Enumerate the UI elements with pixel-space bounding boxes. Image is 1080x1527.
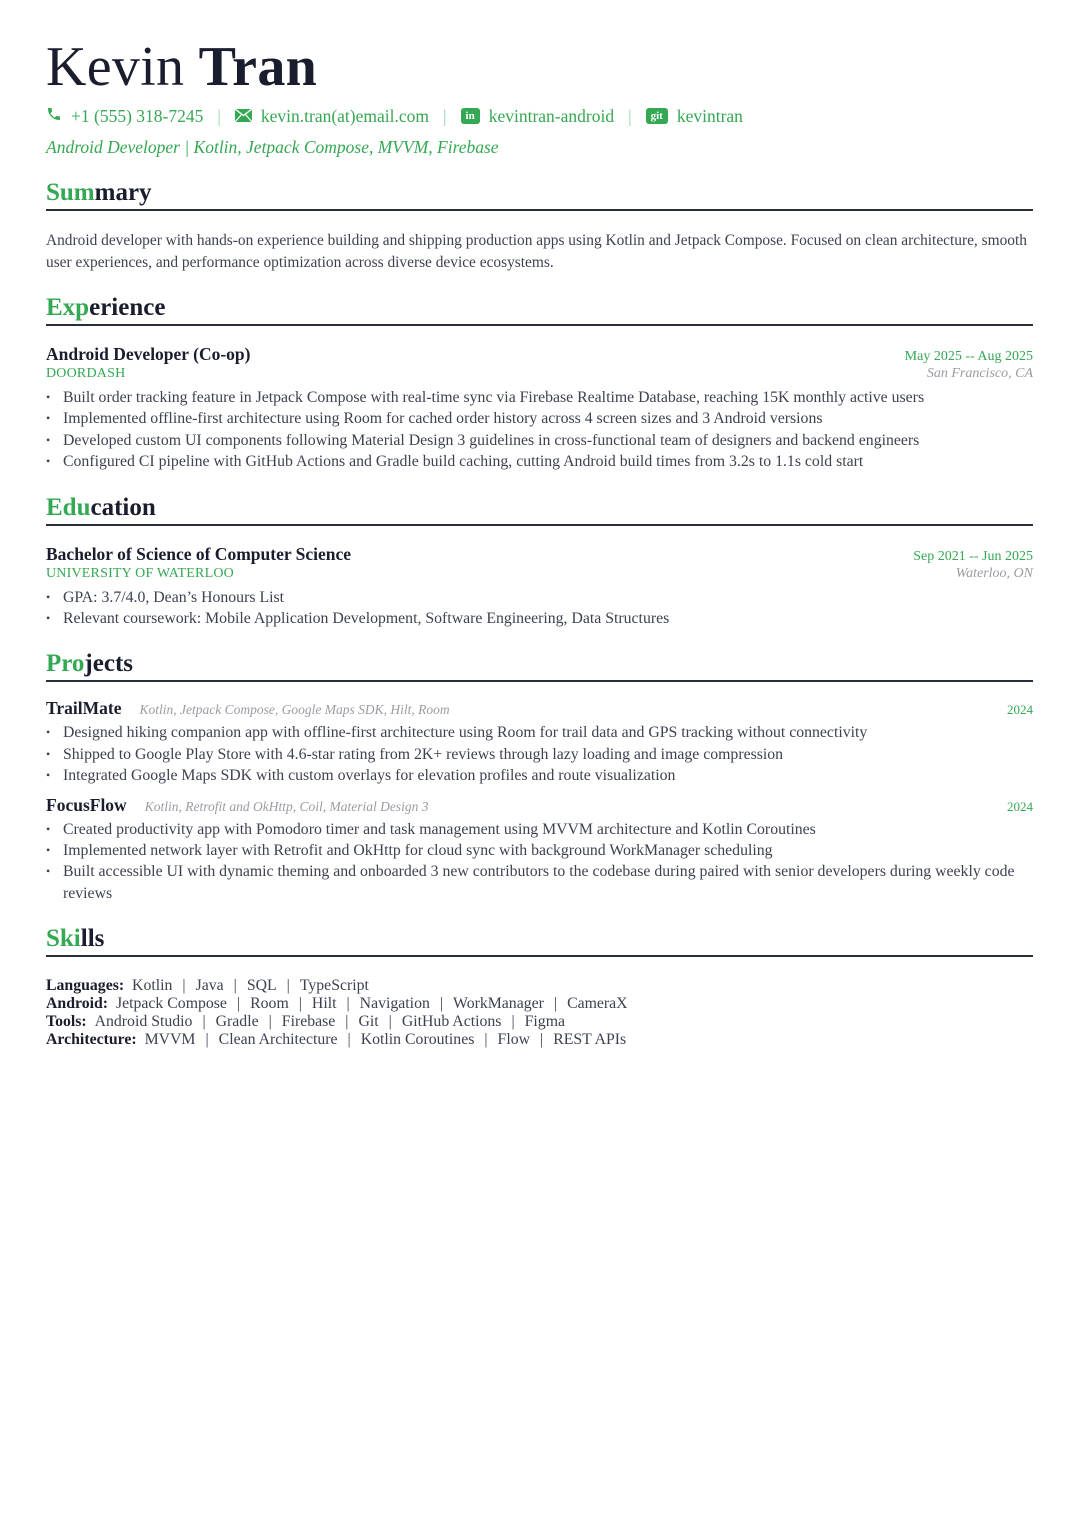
phone-number: +1 (555) 318-7245	[71, 105, 204, 126]
skill-item: Git	[358, 1013, 379, 1031]
job-title: Android Developer (Co-op)	[46, 344, 251, 364]
summary-section	[46, 178, 1036, 273]
bullet-list	[46, 587, 1033, 630]
contact-phone[interactable]	[46, 106, 203, 127]
separator: |	[553, 995, 558, 1013]
education-entry	[46, 544, 1033, 630]
resume-page	[46, 36, 1036, 1049]
school-name: UNIVERSITY OF WATERLOO	[46, 565, 234, 581]
bullet-item: • Developed custom UI components following Material Design 3 guidelines in cross-functional team of designers and backend engineers	[46, 430, 1033, 451]
skill-item: Navigation	[359, 995, 430, 1013]
separator: |	[388, 1013, 392, 1031]
skill-item: Java	[195, 977, 224, 995]
project-date: 2024	[1007, 798, 1033, 814]
bullet-item: • Implemented network layer with Retrofit and OkHttp for cloud sync with background WorkManager scheduling	[46, 840, 1033, 861]
bullet-item: • Designed hiking companion app with offline-first architecture using Room for trail data and GPS tracking without connectivity	[46, 722, 1033, 743]
skill-category-label: Android:	[46, 995, 109, 1013]
candidate-name	[46, 36, 1036, 98]
bullet-list	[46, 722, 1033, 786]
bullet-item: • Implemented offline-first architecture using Room for cached order history across 4 screen sizes and 3 Android versions	[46, 408, 1033, 429]
education-section	[46, 493, 1036, 630]
education-dates: Sep 2021 -- Jun 2025	[913, 548, 1033, 564]
envelope-icon	[235, 106, 252, 127]
linkedin-icon: in	[461, 108, 480, 124]
skill-item: Hilt	[311, 995, 337, 1013]
separator: |	[484, 1031, 488, 1049]
skill-item: Gradle	[215, 1013, 259, 1031]
skill-category-label: Languages:	[46, 977, 125, 995]
project-entry	[46, 795, 1033, 905]
bullet-item: • Built accessible UI with dynamic theming and onboarded 3 new contributors to the codebase during paired with senior developers during weekly code reviews	[46, 861, 1033, 904]
skill-row	[46, 995, 1036, 1013]
separator: |	[439, 995, 444, 1013]
skill-item: MVVM	[144, 1031, 196, 1049]
project-tech-stack: Kotlin, Retrofit and OkHttp, Coil, Material Design 3	[144, 798, 429, 814]
separator: |	[286, 977, 290, 995]
phone-icon	[46, 106, 62, 127]
skill-category-label: Architecture:	[46, 1031, 137, 1049]
job-location: San Francisco, CA	[926, 366, 1033, 381]
skill-item: Kotlin	[132, 977, 173, 995]
section-title: Projects	[46, 649, 1033, 682]
skill-item: Clean Architecture	[218, 1031, 338, 1049]
summary-text: Android developer with hands-on experience building and shipping production apps using Kotlin and Jetpack Compose. Focused on clean architecture, smooth user experiences, and performance optimization across diverse device ecosystems.	[46, 232, 1027, 271]
bullet-item: • Relevant coursework: Mobile Application Development, Software Engineering, Data Structures	[46, 608, 1033, 629]
bullet-item: • Integrated Google Maps SDK with custom overlays for elevation profiles and route visualization	[46, 765, 1033, 786]
projects-section	[46, 649, 1036, 904]
section-title: Skills	[46, 924, 1033, 957]
separator: |	[182, 977, 186, 995]
skill-item: SQL	[246, 977, 277, 995]
first-name: Kevin	[46, 36, 185, 98]
last-name: Tran	[198, 36, 318, 98]
section-title: Summary	[46, 178, 1033, 211]
tagline: Android Developer | Kotlin, Jetpack Compose, MVVM, Firebase	[46, 137, 499, 157]
skills-section	[46, 924, 1036, 1049]
separator: |	[298, 995, 302, 1013]
company-name: DOORDASH	[46, 366, 126, 381]
separator: |	[236, 995, 241, 1013]
project-date: 2024	[1007, 702, 1033, 718]
skill-item: Jetpack Compose	[115, 995, 227, 1013]
linkedin-handle: kevintran-android	[488, 105, 615, 126]
project-name: FocusFlow	[46, 794, 127, 815]
skill-item: WorkManager	[453, 995, 544, 1013]
experience-section	[46, 293, 1036, 473]
separator: |	[628, 105, 632, 126]
skill-row	[46, 977, 1036, 995]
skill-item: Firebase	[281, 1013, 336, 1031]
school-location: Waterloo, ON	[955, 565, 1033, 581]
separator: |	[347, 1031, 351, 1049]
skills-list	[46, 977, 1036, 1049]
separator: |	[443, 105, 447, 126]
skill-item: Kotlin Coroutines	[360, 1031, 475, 1049]
contact-bar	[46, 104, 1036, 128]
separator: |	[233, 977, 237, 995]
github-handle: kevintran	[676, 105, 743, 126]
separator: |	[540, 1031, 544, 1049]
bullet-item: • Created productivity app with Pomodoro timer and task management using MVVM architecture and Kotlin Coroutines	[46, 819, 1033, 840]
skill-row	[46, 1013, 1036, 1031]
separator: |	[205, 1031, 209, 1049]
separator: |	[202, 1013, 206, 1031]
skill-item: GitHub Actions	[401, 1013, 502, 1031]
skill-item: Room	[250, 995, 289, 1013]
bullet-list	[46, 819, 1033, 905]
skill-item: CameraX	[567, 995, 628, 1013]
bullet-item: • Shipped to Google Play Store with 4.6-star rating from 2K+ reviews through lazy loading and image compression	[46, 744, 1033, 765]
job-dates: May 2025 -- Aug 2025	[904, 349, 1033, 364]
project-entry	[46, 698, 1033, 786]
skill-category-label: Tools:	[46, 1013, 87, 1031]
separator: |	[346, 995, 350, 1013]
skill-item: TypeScript	[299, 977, 369, 995]
contact-github[interactable]	[646, 106, 743, 127]
separator: |	[268, 1013, 272, 1031]
bullet-item: • Built order tracking feature in Jetpack Compose with real-time sync via Firebase Realtime Database, reaching 15K monthly active users	[46, 387, 1033, 408]
experience-entry	[46, 344, 1033, 473]
github-icon: git	[646, 108, 668, 124]
skill-item: Android Studio	[94, 1013, 193, 1031]
separator: |	[511, 1013, 515, 1031]
project-tech-stack: Kotlin, Jetpack Compose, Google Maps SDK, Hilt, Room	[139, 702, 450, 718]
bullet-item: • Configured CI pipeline with GitHub Actions and Gradle build caching, cutting Android build times from 3.2s to 1.1s cold start	[46, 451, 1033, 472]
project-name: TrailMate	[46, 698, 122, 719]
contact-email[interactable]	[235, 106, 429, 127]
skill-item: Figma	[524, 1013, 565, 1031]
skill-row	[46, 1031, 1036, 1049]
section-title: Education	[46, 493, 1033, 526]
bullet-list	[46, 387, 1033, 473]
section-title: Experience	[46, 293, 1033, 326]
contact-linkedin[interactable]	[461, 106, 615, 127]
skill-item: REST APIs	[553, 1031, 627, 1049]
skill-item: Flow	[497, 1031, 531, 1049]
email-address: kevin.tran(at)email.com	[260, 105, 429, 126]
bullet-item: • GPA: 3.7/4.0, Dean’s Honours List	[46, 587, 1033, 608]
degree-title: Bachelor of Science of Computer Science	[46, 543, 352, 564]
separator: |	[217, 105, 221, 126]
separator: |	[345, 1013, 349, 1031]
